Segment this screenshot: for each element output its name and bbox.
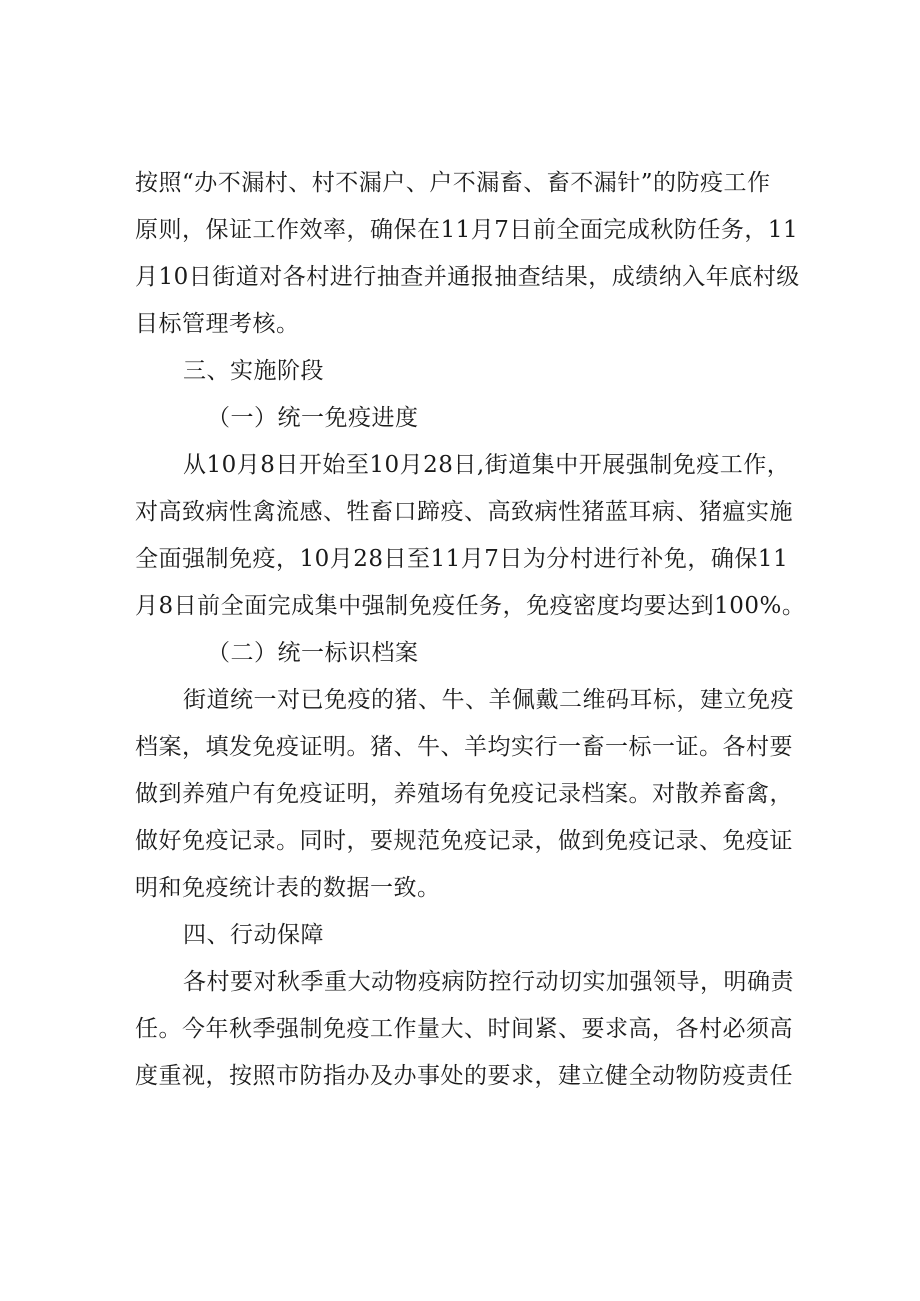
paragraph-line: 做好免疫记录。同时，要规范免疫记录，做到免疫记录、免疫证 xyxy=(135,828,793,854)
paragraph-line: 明和免疫统计表的数据一致。 xyxy=(135,875,441,901)
paragraph-line: 档案，填发免疫证明。猪、牛、羊均实行一畜一标一证。各村要 xyxy=(135,734,793,760)
section-3-sub-1-heading: （一）统一免疫进度 xyxy=(207,405,419,431)
paragraph-line: 各村要对秋季重大动物疫病防控行动切实加强领导，明确责 xyxy=(183,969,794,995)
paragraph-line: 目标管理考核。 xyxy=(135,311,300,337)
paragraph-line: 原则，保证工作效率，确保在11月7日前全面完成秋防任务，11 xyxy=(135,217,799,243)
paragraph-line: 按照“办不漏村、村不漏户、户不漏畜、畜不漏针”的防疫工作 xyxy=(135,170,771,196)
paragraph-line: 做到养殖户有免疫证明，养殖场有免疫记录档案。对散养畜禽， xyxy=(135,781,793,807)
section-3-sub-2-heading: （二）统一标识档案 xyxy=(207,640,419,666)
section-4-paragraph xyxy=(135,959,795,1100)
paragraph-1 xyxy=(135,160,800,348)
paragraph-line: 度重视，按照市防指办及办事处的要求，建立健全动物防疫责任 xyxy=(135,1063,793,1089)
paragraph-line: 月10日街道对各村进行抽查并通报抽查结果，成绩纳入年底村级 xyxy=(135,264,800,290)
section-4-heading: 四、行动保障 xyxy=(183,922,324,948)
paragraph-line: 从10月8日开始至10月28日,街道集中开展强制免疫工作， xyxy=(183,452,791,478)
paragraph-line: 街道统一对已免疫的猪、牛、羊佩戴二维码耳标，建立免疫 xyxy=(183,687,794,713)
paragraph-line: 对高致病性禽流感、牲畜口蹄疫、高致病性猪蓝耳病、猪瘟实施 xyxy=(135,499,793,525)
section-3-sub-1-paragraph xyxy=(135,442,806,630)
section-3-heading: 三、实施阶段 xyxy=(183,358,324,384)
paragraph-line: 月8日前全面完成集中强制免疫任务，免疫密度均要达到100%。 xyxy=(135,593,806,619)
section-3-sub-2-paragraph xyxy=(135,677,795,912)
paragraph-line: 全面强制免疫，10月28日至11月7日为分村进行补免，确保11 xyxy=(135,546,789,572)
paragraph-line: 任。今年秋季强制免疫工作量大、时间紧、要求高，各村必须高 xyxy=(135,1016,793,1042)
document-page xyxy=(135,160,806,1100)
